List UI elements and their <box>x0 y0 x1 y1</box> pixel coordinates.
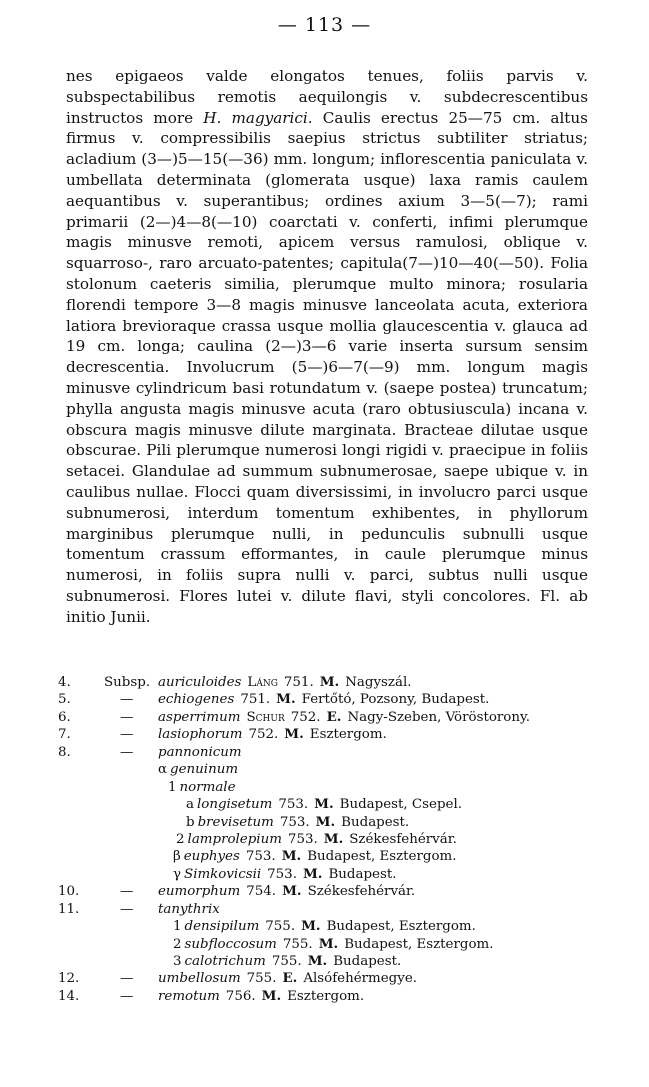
taxon-name: Simkovicsii <box>184 866 262 882</box>
locality: Nagyszál. <box>345 675 412 690</box>
exsiccata-number: 753. <box>287 831 318 847</box>
entry-body <box>168 779 236 796</box>
entry-number: 8. <box>58 744 71 760</box>
region-code: M. <box>323 830 344 847</box>
region-code: M. <box>281 848 302 865</box>
entry-body <box>173 953 401 970</box>
entry-body <box>158 709 530 726</box>
taxon-name: tanythrix <box>158 901 220 917</box>
entry-body <box>176 831 457 848</box>
list-item <box>58 901 598 918</box>
list-item <box>58 831 598 848</box>
entry-body <box>158 901 220 918</box>
region-code: M. <box>315 813 336 830</box>
entry-prefix: 2 <box>173 936 182 952</box>
entry-prefix: γ <box>173 866 182 882</box>
entry-number: 10. <box>58 884 80 900</box>
list-item <box>58 691 598 708</box>
exsiccata-number: 753. <box>245 849 276 865</box>
locality: Budapest, Esztergom. <box>307 849 457 865</box>
exsiccata-number: 753. <box>279 814 310 830</box>
region-code: M. <box>301 918 321 935</box>
list-item <box>58 674 598 691</box>
exsiccata-number: 756. <box>225 988 256 1004</box>
entry-body <box>173 848 456 865</box>
list-item <box>58 779 598 796</box>
entry-body <box>173 918 476 935</box>
entry-prefix: b <box>186 814 195 830</box>
paragraph-text: nes epigaeos valde elongatos tenues, foliis parvis v. subspectabilibus remotis aequilongis v. subdecrescentibus instructos more H. magyarici. Caulis erectus 25—75 cm. altus firmus v. compressibilis saepius strictus subtiliter striatus; acladium (3—)5—15(—36) mm. longum; inflorescentia paniculata v. umbellata determinata (glomerata usque) laxa ramis caulem aequantibus v. superantibus; ordines axium 3—5(—7); rami primarii (2—)4—8(—10) coarctati v. conferti, infimi plerumque magis minusve remoti, apicem versus ramulosi, oblique v. squarroso-, raro arcuato-patentes; capitula(7—)10—40(—50). Folia stolonum caeteris similia, plerumque multo minora; rosularia florendi tempore 3—8 magis minusve lanceolata acuta, exteriora latiora brevioraque crassa usque mollia glaucescentia v. glauca ad 19 cm. longa; caulina (2—)3—6 varie inserta sursum sensim decrescentia. Involucrum (5—)6—7(—9) mm. longum magis minusve cylindricum basi rotundatum v. (saepe postea) truncatum; phylla angusta magis minusve acuta (raro obtusiuscula) incana v. obscura magis minusve dilute marginata. Bracteae dilutae usque obscurae. Pili plerumque numerosi longi rigidi v. praecipue in foliis setacei. Glandulae ad summum subnumerosae, saepe ubique v. in caulibus nullae. Flocci quam diversissimi, in involucro parci usque subnumerosi, interdum tomentum exhibentes, in phyllorum marginibus plerumque nulli, in pedunculis subnulli usque tomentum crassum efformantes, in caule plerumque minus numerosi, in foliis supra nulli v. parci, subtus nulli usque subnumerosi. Flores lutei v. dilute flavi, styli concolores. Fl. ab initio Junii. <box>66 67 588 626</box>
region-code: M. <box>284 726 304 743</box>
entry-prefix: β <box>173 849 181 865</box>
entry-body <box>158 744 242 761</box>
entry-rank: Subsp. <box>104 675 151 690</box>
entry-number: 11. <box>58 901 80 917</box>
entry-body <box>186 796 462 813</box>
exsiccata-number: 751. <box>283 675 314 690</box>
page-number: — 113 — <box>277 14 372 36</box>
locality: Budapest. <box>341 814 410 830</box>
exsiccata-number: 753. <box>278 797 309 813</box>
locality: Nagy-Szeben, Vöröstorony. <box>347 709 531 725</box>
locality: Budapest, Esztergom. <box>326 919 476 935</box>
list-item <box>58 814 598 831</box>
entry-rank: — <box>120 988 134 1004</box>
entry-body <box>158 883 415 900</box>
taxon-name: normale <box>179 779 236 795</box>
taxon-name: umbellosum <box>158 971 241 987</box>
region-code: M. <box>314 796 334 813</box>
exsiccata-number: 752. <box>290 709 321 725</box>
entry-number: 7. <box>58 727 71 743</box>
entry-number: 4. <box>58 675 71 690</box>
region-code: M. <box>261 987 282 1004</box>
author-name: Láng <box>247 675 278 690</box>
entry-body <box>158 691 489 708</box>
taxon-name: subfloccosum <box>184 936 277 952</box>
region-code: M. <box>276 691 296 708</box>
region-code: M. <box>282 883 302 900</box>
locality: Budapest. <box>328 866 397 882</box>
exsiccata-number: 752. <box>248 727 279 743</box>
exsiccata-number: 755. <box>265 919 296 935</box>
entry-prefix: 2 <box>176 831 185 847</box>
entry-body <box>158 970 417 987</box>
region-code: M. <box>318 935 339 952</box>
taxon-name: lasiophorum <box>158 727 243 743</box>
taxon-name: auriculoides <box>158 675 242 690</box>
entry-number: 12. <box>58 971 80 987</box>
list-item <box>58 866 598 883</box>
taxon-name: calotrichum <box>184 954 266 969</box>
list-item <box>58 953 598 970</box>
locality: Fertőtó, Pozsony, Budapest. <box>301 692 490 708</box>
taxon-name: euphyes <box>183 849 240 865</box>
exsiccata-number: 754. <box>246 884 277 900</box>
taxon-name: densipilum <box>184 919 260 935</box>
taxon-name: longisetum <box>196 797 273 813</box>
region-code: M. <box>307 953 328 969</box>
taxon-name: remotum <box>158 988 220 1004</box>
exsiccata-number: 755. <box>271 954 302 969</box>
locality: Budapest, Esztergom. <box>344 936 494 952</box>
entry-prefix: 1 <box>173 919 182 935</box>
author-name: Schur <box>246 709 285 725</box>
region-code: E. <box>282 970 298 987</box>
locality: Esztergom. <box>287 988 365 1004</box>
locality: Székesfehérvár. <box>349 831 457 847</box>
entry-body <box>173 936 493 953</box>
exsiccata-number: 755. <box>246 971 277 987</box>
entry-rank: — <box>120 744 134 760</box>
list-item <box>58 918 598 935</box>
list-item <box>58 883 598 900</box>
entry-number: 5. <box>58 692 71 708</box>
taxon-name: genuinum <box>170 762 239 778</box>
entry-number: 6. <box>58 709 71 725</box>
entry-prefix: a <box>186 797 194 813</box>
region-code: M. <box>302 865 323 882</box>
entry-rank: — <box>120 971 134 987</box>
list-item <box>58 744 598 761</box>
entry-rank: — <box>120 901 134 917</box>
entry-body <box>158 988 364 1005</box>
entry-prefix: 1 <box>168 779 177 795</box>
list-item <box>58 761 598 778</box>
entry-rank: — <box>120 709 134 725</box>
taxon-name: asperrimum <box>158 709 241 725</box>
list-item <box>58 988 598 1005</box>
list-item <box>58 709 598 726</box>
entry-body <box>158 726 387 743</box>
region-code: M. <box>319 674 340 690</box>
entry-body <box>158 761 238 778</box>
taxon-name: eumorphum <box>158 884 241 900</box>
entry-prefix: 3 <box>173 954 182 969</box>
entry-body <box>173 866 397 883</box>
list-item <box>58 936 598 953</box>
list-item <box>58 848 598 865</box>
entry-number: 14. <box>58 988 80 1004</box>
taxon-name: echiogenes <box>158 692 235 708</box>
locality: Alsófehérmegye. <box>303 971 418 987</box>
entry-rank: — <box>120 884 134 900</box>
exsiccata-number: 751. <box>240 692 271 708</box>
entry-body <box>158 674 412 691</box>
list-item <box>58 726 598 743</box>
taxon-name: brevisetum <box>197 814 274 830</box>
taxon-name: lamprolepium <box>187 831 282 847</box>
locality: Esztergom. <box>309 727 387 743</box>
entry-prefix: α <box>158 762 168 778</box>
list-item <box>58 796 598 813</box>
exsiccata-number: 755. <box>282 936 313 952</box>
description-paragraph <box>66 66 588 628</box>
entry-rank: — <box>120 727 134 743</box>
locality: Budapest. <box>333 954 402 969</box>
list-item <box>58 970 598 987</box>
entry-rank: — <box>120 692 134 708</box>
region-code: E. <box>326 708 342 725</box>
taxon-name: pannonicum <box>158 744 242 760</box>
entry-body <box>186 814 409 831</box>
locality: Székesfehérvár. <box>307 884 416 900</box>
locality: Budapest, Csepel. <box>339 797 463 813</box>
exsiccata-list <box>58 674 598 1005</box>
exsiccata-number: 753. <box>267 866 297 882</box>
